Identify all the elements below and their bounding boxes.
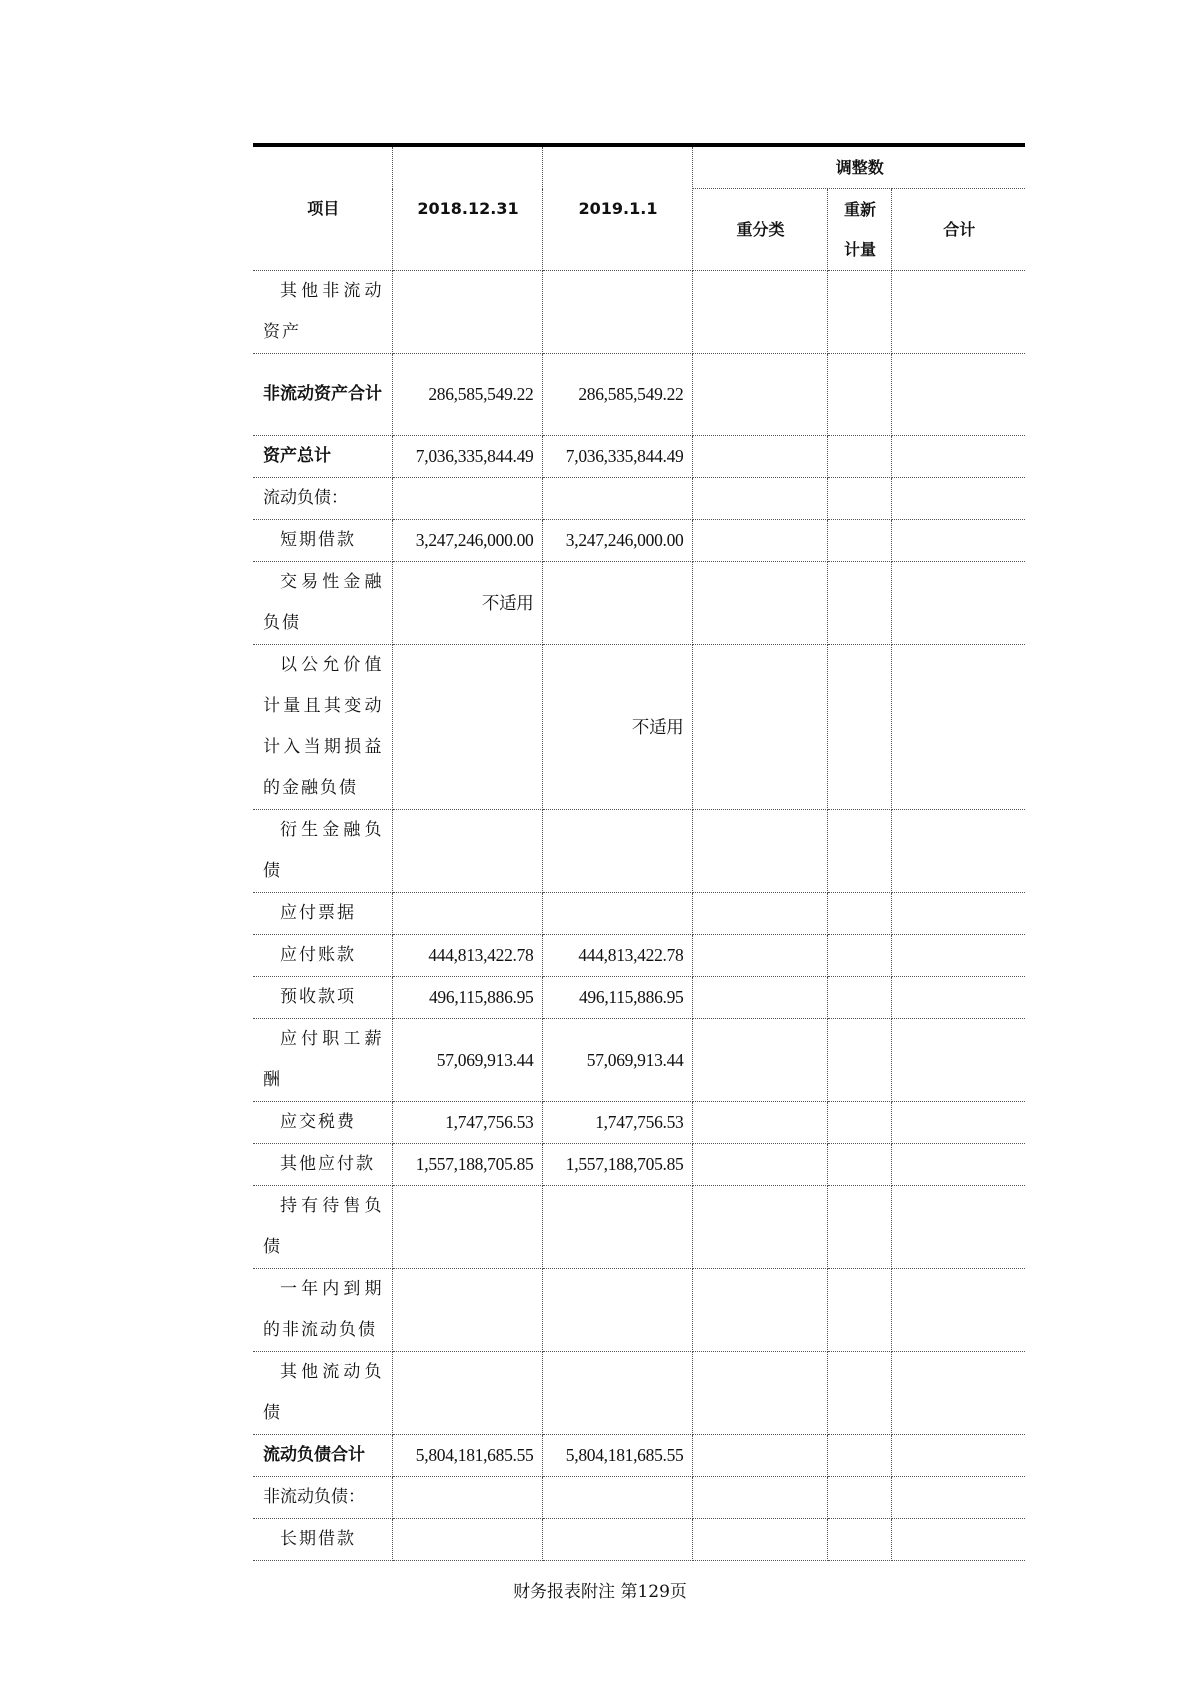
total-cell xyxy=(891,1352,1025,1435)
remeasure-cell xyxy=(827,436,891,478)
value-2019: 不适用 xyxy=(542,645,692,810)
total-cell xyxy=(891,562,1025,645)
value-2018 xyxy=(392,1186,542,1269)
value-2018: 444,813,422.78 xyxy=(392,935,542,977)
value-2018 xyxy=(392,893,542,935)
table-row xyxy=(253,478,1025,520)
row-label: 流动负债合计 xyxy=(253,1435,392,1477)
remeasure-cell xyxy=(827,1352,891,1435)
value-2018 xyxy=(392,1352,542,1435)
value-2018: 3,247,246,000.00 xyxy=(392,520,542,562)
reclass-cell xyxy=(692,1269,827,1352)
reclass-cell xyxy=(692,935,827,977)
total-cell xyxy=(891,1186,1025,1269)
table-row xyxy=(253,1102,1025,1144)
value-2019: 444,813,422.78 xyxy=(542,935,692,977)
remeasure-cell xyxy=(827,562,891,645)
total-cell xyxy=(891,645,1025,810)
row-label: 衍生金融负债 xyxy=(253,810,392,893)
table-row xyxy=(253,810,1025,893)
total-cell xyxy=(891,1435,1025,1477)
reclass-cell xyxy=(692,436,827,478)
header-total: 合计 xyxy=(891,189,1025,271)
value-2019 xyxy=(542,893,692,935)
row-label: 非流动资产合计 xyxy=(253,354,392,436)
table-row xyxy=(253,1435,1025,1477)
table-row xyxy=(253,271,1025,354)
row-label: 应付账款 xyxy=(253,935,392,977)
reclass-cell xyxy=(692,520,827,562)
value-2018 xyxy=(392,1519,542,1561)
header-item: 项目 xyxy=(253,147,392,271)
remeasure-cell xyxy=(827,645,891,810)
value-2019 xyxy=(542,1519,692,1561)
table-row xyxy=(253,1144,1025,1186)
header-reclass: 重分类 xyxy=(692,189,827,271)
value-2019 xyxy=(542,1186,692,1269)
value-2018: 286,585,549.22 xyxy=(392,354,542,436)
row-label: 长期借款 xyxy=(253,1519,392,1561)
remeasure-cell xyxy=(827,520,891,562)
total-cell xyxy=(891,1144,1025,1186)
row-label: 一年内到期的非流动负债 xyxy=(253,1269,392,1352)
value-2019 xyxy=(542,810,692,893)
total-cell xyxy=(891,977,1025,1019)
row-label: 资产总计 xyxy=(253,436,392,478)
value-2018 xyxy=(392,810,542,893)
remeasure-cell xyxy=(827,1144,891,1186)
row-label: 应交税费 xyxy=(253,1102,392,1144)
table-row xyxy=(253,645,1025,810)
remeasure-cell xyxy=(827,1519,891,1561)
table-row xyxy=(253,1477,1025,1519)
reclass-cell xyxy=(692,1019,827,1102)
table-row xyxy=(253,935,1025,977)
value-2019 xyxy=(542,1269,692,1352)
value-2018: 1,557,188,705.85 xyxy=(392,1144,542,1186)
table-row xyxy=(253,1186,1025,1269)
total-cell xyxy=(891,1519,1025,1561)
value-2019: 5,804,181,685.55 xyxy=(542,1435,692,1477)
remeasure-cell xyxy=(827,977,891,1019)
row-label: 其他应付款 xyxy=(253,1144,392,1186)
row-label: 其他非流动资产 xyxy=(253,271,392,354)
value-2019: 7,036,335,844.49 xyxy=(542,436,692,478)
total-cell xyxy=(891,1019,1025,1102)
reclass-cell xyxy=(692,977,827,1019)
total-cell xyxy=(891,810,1025,893)
remeasure-cell xyxy=(827,271,891,354)
value-2018 xyxy=(392,271,542,354)
reclass-cell xyxy=(692,1186,827,1269)
table-row xyxy=(253,1269,1025,1352)
value-2018 xyxy=(392,1477,542,1519)
value-2018 xyxy=(392,645,542,810)
row-label: 交易性金融负债 xyxy=(253,562,392,645)
remeasure-cell xyxy=(827,1102,891,1144)
reclass-cell xyxy=(692,1352,827,1435)
value-2019 xyxy=(542,271,692,354)
value-2019 xyxy=(542,1352,692,1435)
value-2019: 3,247,246,000.00 xyxy=(542,520,692,562)
value-2019 xyxy=(542,562,692,645)
reclass-cell xyxy=(692,1477,827,1519)
reclass-cell xyxy=(692,562,827,645)
value-2019: 1,747,756.53 xyxy=(542,1102,692,1144)
total-cell xyxy=(891,1102,1025,1144)
remeasure-cell xyxy=(827,1477,891,1519)
value-2019: 1,557,188,705.85 xyxy=(542,1144,692,1186)
value-2019 xyxy=(542,1477,692,1519)
header-adjust: 调整数 xyxy=(692,147,1025,189)
value-2018: 1,747,756.53 xyxy=(392,1102,542,1144)
row-label: 预收款项 xyxy=(253,977,392,1019)
total-cell xyxy=(891,893,1025,935)
table-row xyxy=(253,893,1025,935)
value-2018: 496,115,886.95 xyxy=(392,977,542,1019)
remeasure-cell xyxy=(827,893,891,935)
remeasure-cell xyxy=(827,354,891,436)
value-2019: 286,585,549.22 xyxy=(542,354,692,436)
value-2018: 7,036,335,844.49 xyxy=(392,436,542,478)
total-cell xyxy=(891,1477,1025,1519)
reclass-cell xyxy=(692,1519,827,1561)
page-footer: 财务报表附注 第129页 xyxy=(513,1582,687,1602)
table-row xyxy=(253,520,1025,562)
table-row xyxy=(253,354,1025,436)
table-row xyxy=(253,1519,1025,1561)
remeasure-cell xyxy=(827,810,891,893)
header-remeasure: 重新计量 xyxy=(827,189,891,271)
reclass-cell xyxy=(692,1144,827,1186)
reclass-cell xyxy=(692,1435,827,1477)
remeasure-cell xyxy=(827,478,891,520)
reclass-cell xyxy=(692,478,827,520)
total-cell xyxy=(891,436,1025,478)
reclass-cell xyxy=(692,271,827,354)
row-label: 应付票据 xyxy=(253,893,392,935)
value-2019: 496,115,886.95 xyxy=(542,977,692,1019)
table-row xyxy=(253,977,1025,1019)
remeasure-cell xyxy=(827,935,891,977)
reclass-cell xyxy=(692,645,827,810)
remeasure-cell xyxy=(827,1435,891,1477)
remeasure-cell xyxy=(827,1269,891,1352)
value-2018 xyxy=(392,1269,542,1352)
remeasure-cell xyxy=(827,1019,891,1102)
row-label: 非流动负债： xyxy=(253,1477,392,1519)
reclass-cell xyxy=(692,810,827,893)
table-row xyxy=(253,1352,1025,1435)
row-label: 短期借款 xyxy=(253,520,392,562)
table-row xyxy=(253,562,1025,645)
table-row xyxy=(253,1019,1025,1102)
value-2018 xyxy=(392,478,542,520)
value-2019 xyxy=(542,478,692,520)
reclass-cell xyxy=(692,354,827,436)
header-2018: 2018.12.31 xyxy=(392,147,542,271)
total-cell xyxy=(891,520,1025,562)
adjustment-table xyxy=(253,147,1025,1561)
value-2018: 不适用 xyxy=(392,562,542,645)
total-cell xyxy=(891,354,1025,436)
reclass-cell xyxy=(692,893,827,935)
total-cell xyxy=(891,478,1025,520)
header-2019: 2019.1.1 xyxy=(542,147,692,271)
reclass-cell xyxy=(692,1102,827,1144)
value-2018: 5,804,181,685.55 xyxy=(392,1435,542,1477)
value-2019: 57,069,913.44 xyxy=(542,1019,692,1102)
row-label: 持有待售负债 xyxy=(253,1186,392,1269)
table-row xyxy=(253,436,1025,478)
row-label: 应付职工薪酬 xyxy=(253,1019,392,1102)
total-cell xyxy=(891,935,1025,977)
remeasure-cell xyxy=(827,1186,891,1269)
row-label: 其他流动负债 xyxy=(253,1352,392,1435)
row-label: 流动负债： xyxy=(253,478,392,520)
total-cell xyxy=(891,271,1025,354)
value-2018: 57,069,913.44 xyxy=(392,1019,542,1102)
balance-table-container xyxy=(253,143,1025,1561)
row-label: 以公允价值计量且其变动计入当期损益的金融负债 xyxy=(253,645,392,810)
total-cell xyxy=(891,1269,1025,1352)
